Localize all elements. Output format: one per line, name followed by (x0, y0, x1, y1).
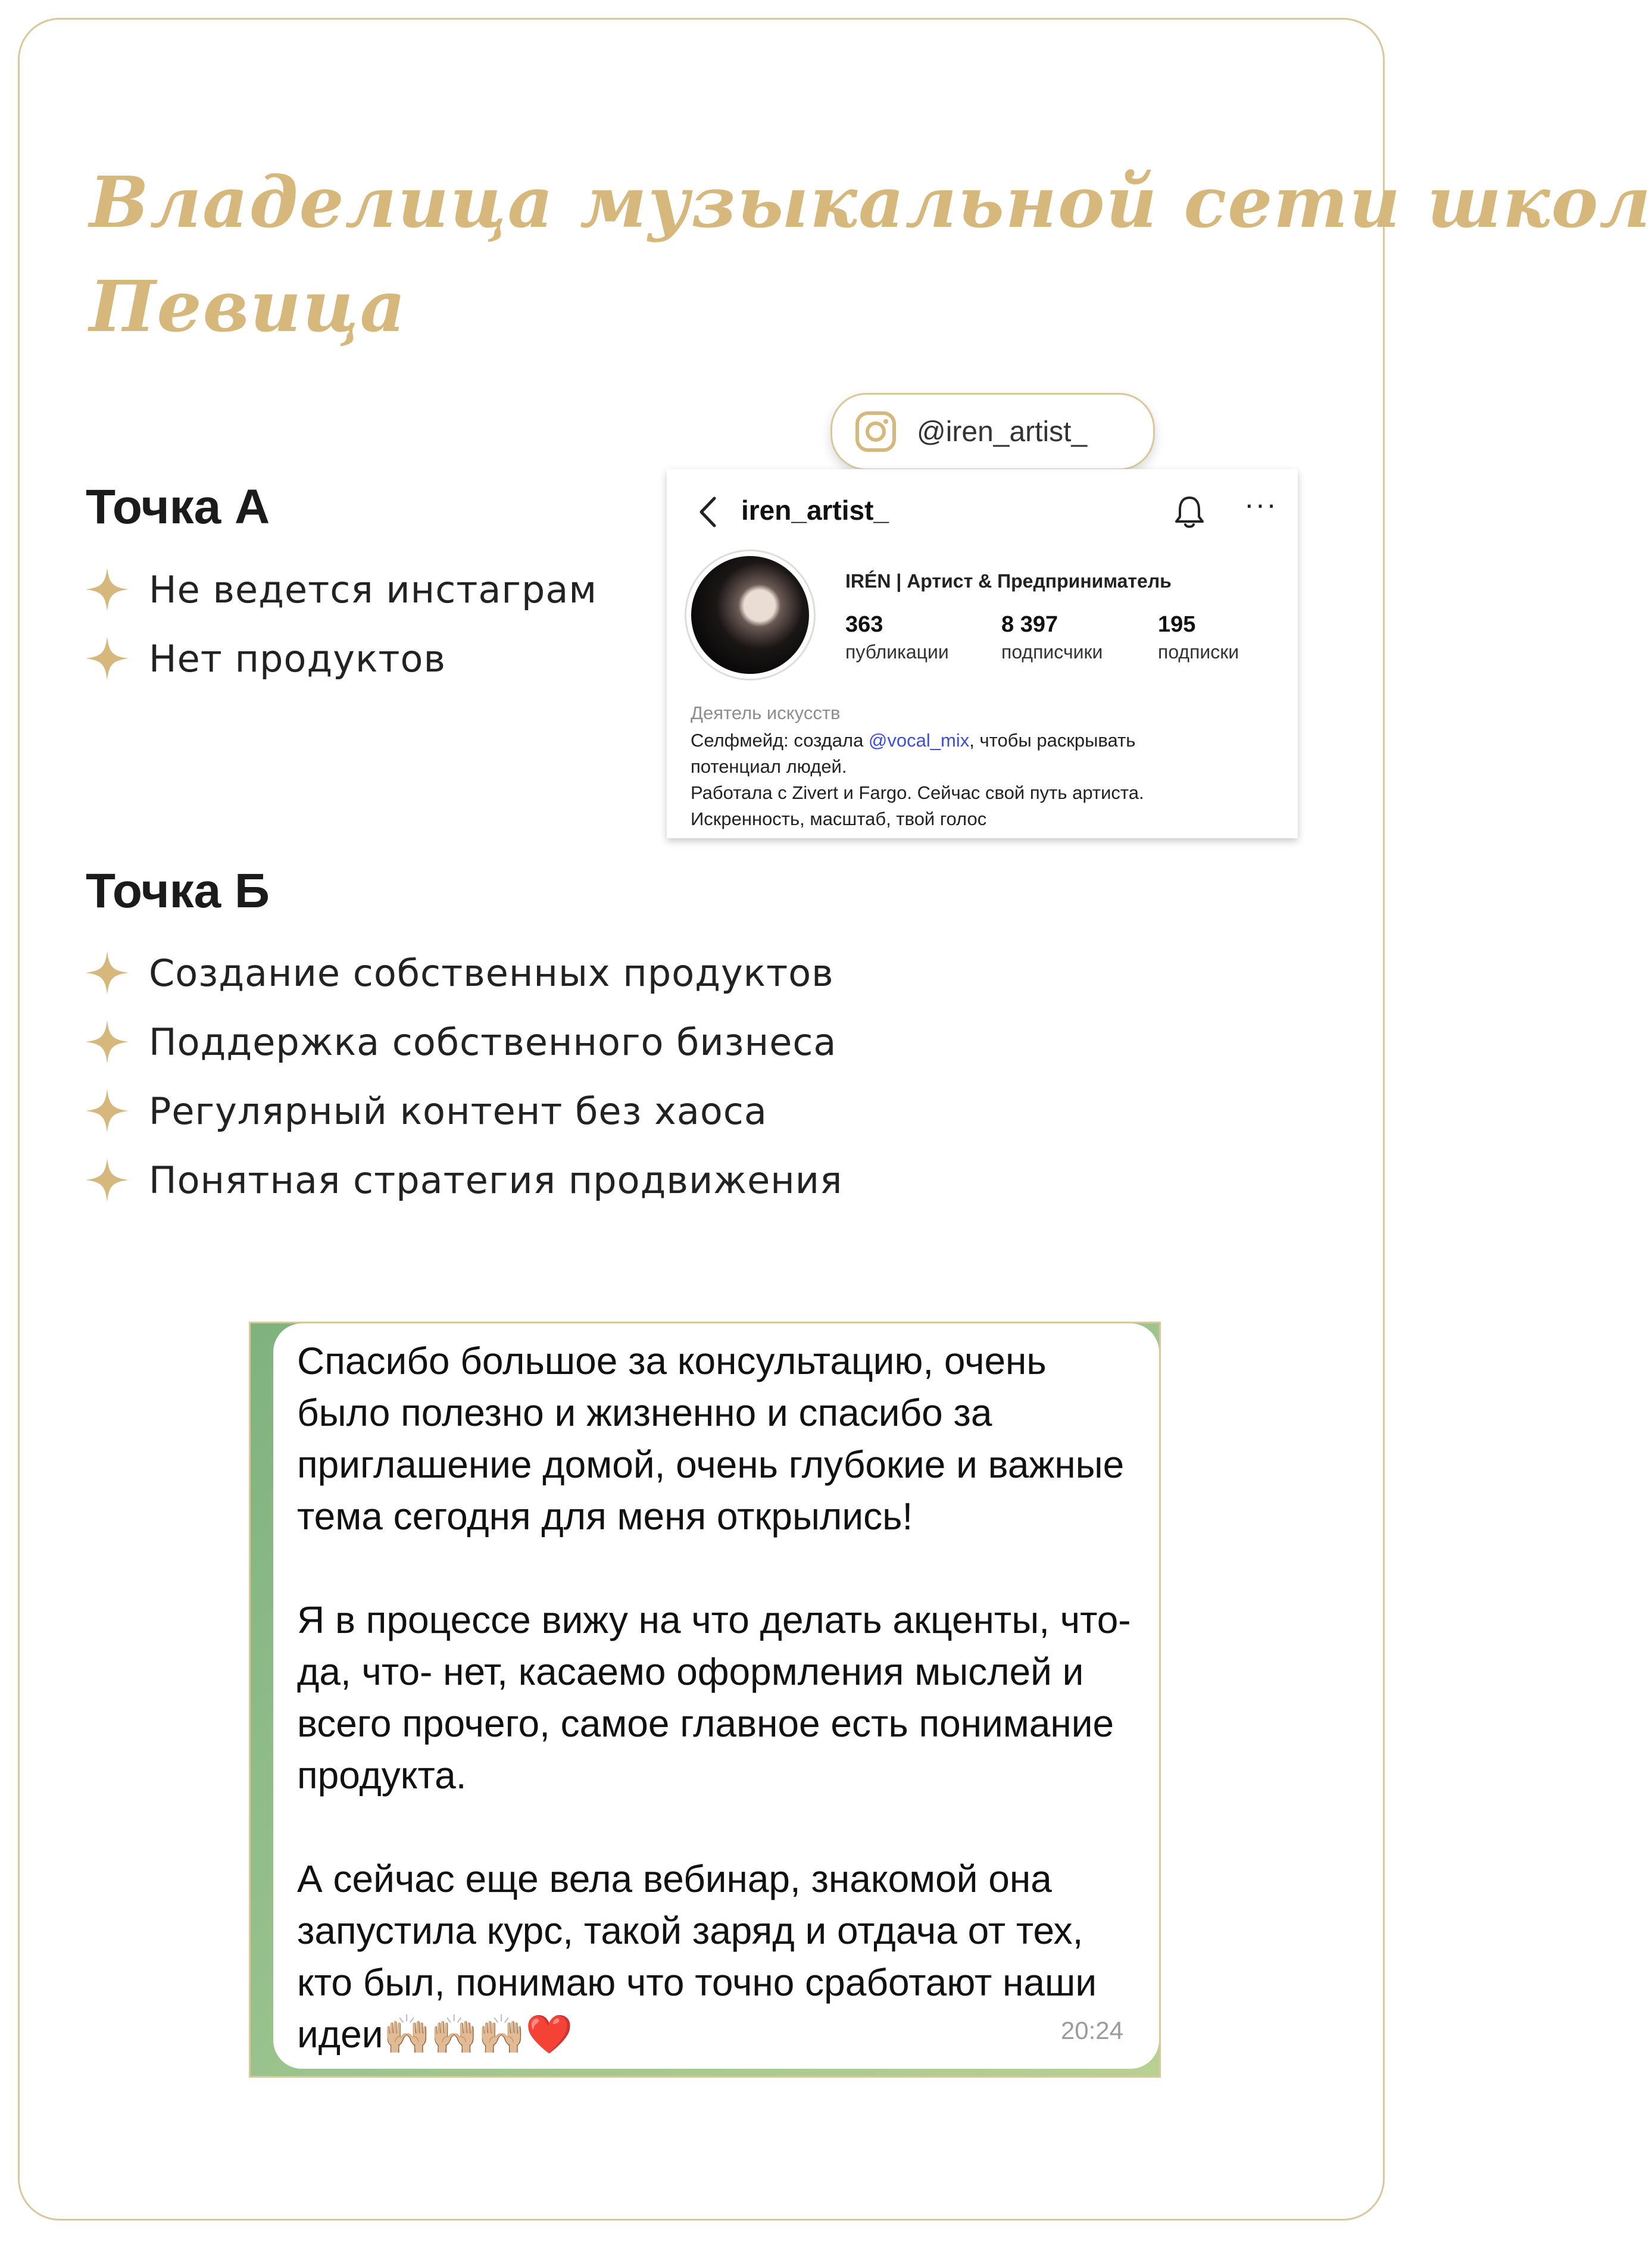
profile-display-name: IRÉN | Артист & Предприниматель (845, 570, 1172, 592)
point-b-heading: Точка Б (86, 864, 270, 918)
bio-link[interactable]: @vocal_mix (868, 730, 970, 751)
point-a-list (83, 555, 597, 693)
list-item: Понятная стратегия продвижения (83, 1145, 842, 1214)
message-text: Спасибо большое за консультацию, очень было полезно и жизненно и спасибо за приглашение домой, очень глубокие и важные тема сегодня для меня открылись! Я в процессе вижу на что делать акценты, что- да, что- нет, касаемо оформления мыслей и всего прочего, самое главное есть понимание продукта. А сейчас еще вела вебинар, знакомой она запустила курс, такой заряд и отдача от тех, кто был, понимаю что точно сработают наши идеи🙌🏼🙌🏼🙌🏼❤️ (297, 1339, 1131, 2056)
back-arrow-icon[interactable] (697, 496, 718, 528)
stat-posts[interactable]: 363 публикации (845, 612, 949, 663)
stat-followers[interactable]: 8 397 подписчики (1001, 612, 1103, 663)
page-title: Владелица музыкальной сети школ (89, 161, 1652, 243)
sparkle-icon (83, 1018, 131, 1066)
message-time: 20:24 (1060, 2016, 1123, 2044)
sparkle-icon (83, 1156, 131, 1204)
list-item: Регулярный контент без хаоса (83, 1076, 842, 1145)
more-options-icon[interactable]: ··· (1244, 488, 1278, 521)
point-b-list (83, 938, 842, 1214)
message-bubble[interactable] (273, 1323, 1159, 2069)
sparkle-icon (83, 566, 131, 613)
instagram-profile-card (667, 469, 1298, 838)
bell-icon[interactable] (1173, 494, 1206, 530)
profile-username: iren_artist_ (741, 495, 889, 526)
list-item: Создание собственных продуктов (83, 938, 842, 1007)
page-subtitle: Певица (89, 265, 407, 348)
instagram-handle-pill[interactable] (830, 393, 1155, 470)
sparkle-icon (83, 1087, 131, 1135)
list-item: Нет продуктов (83, 624, 597, 693)
avatar[interactable] (685, 549, 816, 680)
chat-screenshot (249, 1322, 1161, 2078)
profile-category: Деятель искусств (691, 702, 841, 723)
instagram-icon (855, 411, 897, 452)
list-item: Поддержка собственного бизнеса (83, 1007, 842, 1076)
instagram-handle: @iren_artist_ (917, 416, 1088, 448)
sparkle-icon (83, 949, 131, 997)
profile-bio: Селфмейд: создала @vocal_mix, чтобы раскрывать потенциал людей. Работала с Zivert и Fargo. Сейчас свой путь артиста. Искренность, масштаб, твой голос (691, 730, 1144, 829)
list-item: Не ведется инстаграм (83, 555, 597, 624)
stat-following[interactable]: 195 подписки (1158, 612, 1239, 663)
point-a-heading: Точка А (86, 480, 270, 534)
sparkle-icon (83, 635, 131, 682)
